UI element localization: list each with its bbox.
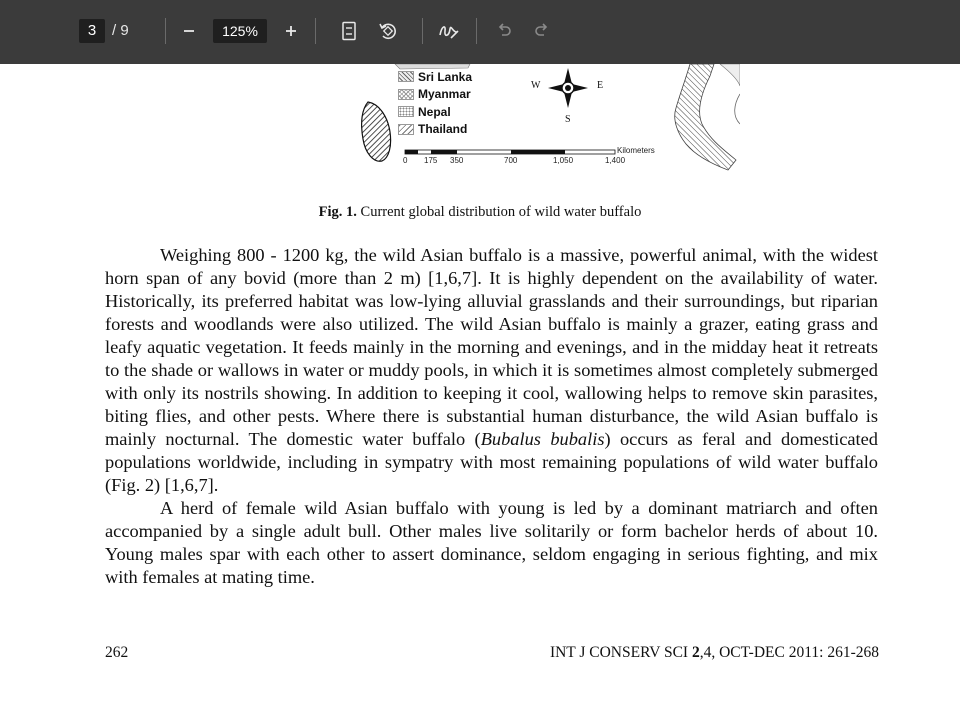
species-name: Bubalus bubalis — [480, 429, 605, 449]
undo-button[interactable] — [490, 16, 518, 46]
figure-caption — [0, 204, 960, 221]
paragraph-text: Weighing 800 - 1200 kg, the wild Asian buffalo is a massive, powerful animal, with the widest horn span of any bovid (more than 2 m) [1,6,7]. It is highly dependent on the availability of water. Historically, its preferred habitat was low-lying alluvial grasslands and their surroundings, but riparian forests and woodlands were also utilized. The wild Asian buffalo is mainly a grazer, eating grass and leafy aquatic vegetation. It feeds mainly in the morning and evenings, and in the midday heat it retreats to the shade or wallows in water or muddy pools, in which it is sometimes almost completely submerged with only its nostrils showing. In addition to keeping it cool, wallowing helps to remove skin parasites, biting flies, and other pests. Where there is substantial human disturbance, the wild Asian buffalo is mainly nocturnal. The domestic water buffalo ( — [105, 245, 878, 449]
scale-tick-label: 1,050 — [553, 156, 574, 165]
legend-item — [398, 68, 472, 86]
legend-item — [398, 121, 472, 139]
compass-rose — [548, 68, 588, 108]
legend-label: Myanmar — [418, 87, 471, 102]
zoom-in-button[interactable] — [277, 16, 305, 46]
citation-text: INT J CONSERV SCI — [549, 644, 692, 661]
scale-tick-label: 1,400 — [605, 156, 626, 165]
redo-icon — [533, 22, 551, 40]
coastline-detail — [735, 94, 740, 124]
rotate-button[interactable] — [374, 16, 402, 46]
legend-label: Thailand — [418, 122, 468, 137]
citation-volume: 2 — [691, 644, 700, 661]
paragraph-text: ) occurs as feral and domesticated populations worldwide, including in sympatry with most remaining populations of wild water buffalo (Fig. 2) [1,6,7]. — [105, 429, 879, 495]
plus-icon — [284, 24, 298, 38]
legend-label: Sri Lanka — [418, 69, 473, 84]
undo-icon — [495, 22, 513, 40]
toolbar-divider — [165, 18, 166, 44]
redo-button[interactable] — [528, 16, 556, 46]
legend-swatch — [398, 106, 414, 117]
scale-unit-label: Kilometers — [617, 146, 655, 155]
legend-swatch — [398, 124, 414, 135]
citation-text: ,4, OCT-DEC 2011: 261-268 — [699, 644, 879, 661]
toolbar-divider — [315, 18, 316, 44]
rotate-icon — [377, 20, 399, 42]
caption-text: Current global distribution of wild water buffalo — [356, 204, 642, 220]
compass-east-label: E — [597, 80, 604, 91]
page-total-label: / 9 — [112, 22, 129, 39]
map-legend — [398, 68, 472, 138]
paragraph: A herd of female wild Asian buffalo with young is led by a dominant matriarch and often accompanied by a single adult bull. Other males live solitarily or form bachelor herds of about 10. Young males spar with each other to assert dominance, seldom engaging in serious fighting, and mix with females at mating time. — [105, 498, 878, 587]
toolbar-divider — [476, 18, 477, 44]
toolbar-divider — [422, 18, 423, 44]
compass-south-label: S — [565, 114, 571, 125]
coastline-shape — [675, 64, 736, 170]
minus-icon — [182, 24, 196, 38]
zoom-level-input[interactable]: 125% — [213, 19, 267, 43]
scale-tick-label: 700 — [504, 156, 518, 165]
scale-tick-label: 350 — [450, 156, 464, 165]
compass-west-label: W — [531, 80, 541, 91]
zoom-out-button[interactable] — [175, 16, 203, 46]
legend-swatch — [398, 71, 414, 82]
legend-item — [398, 86, 472, 104]
scale-tick-label: 175 — [424, 156, 438, 165]
fit-page-button[interactable] — [335, 16, 363, 46]
page-number-input[interactable]: 3 — [79, 19, 105, 43]
page-number-footer: 262 — [105, 644, 129, 661]
coastline-detail — [720, 64, 740, 86]
scale-bar — [405, 150, 615, 154]
fit-page-icon — [341, 21, 357, 41]
scale-tick-label: 0 — [403, 156, 408, 165]
draw-icon — [438, 21, 460, 41]
caption-label: Fig. 1. — [318, 204, 357, 220]
pdf-toolbar — [0, 0, 960, 64]
draw-button[interactable] — [435, 16, 463, 46]
journal-citation — [550, 644, 879, 662]
paragraph — [105, 244, 878, 497]
sri-lanka-shape — [362, 102, 391, 161]
legend-item — [398, 103, 472, 121]
pdf-page — [0, 64, 960, 720]
body-text — [105, 244, 878, 589]
legend-swatch — [398, 89, 414, 100]
legend-label: Nepal — [418, 104, 451, 119]
